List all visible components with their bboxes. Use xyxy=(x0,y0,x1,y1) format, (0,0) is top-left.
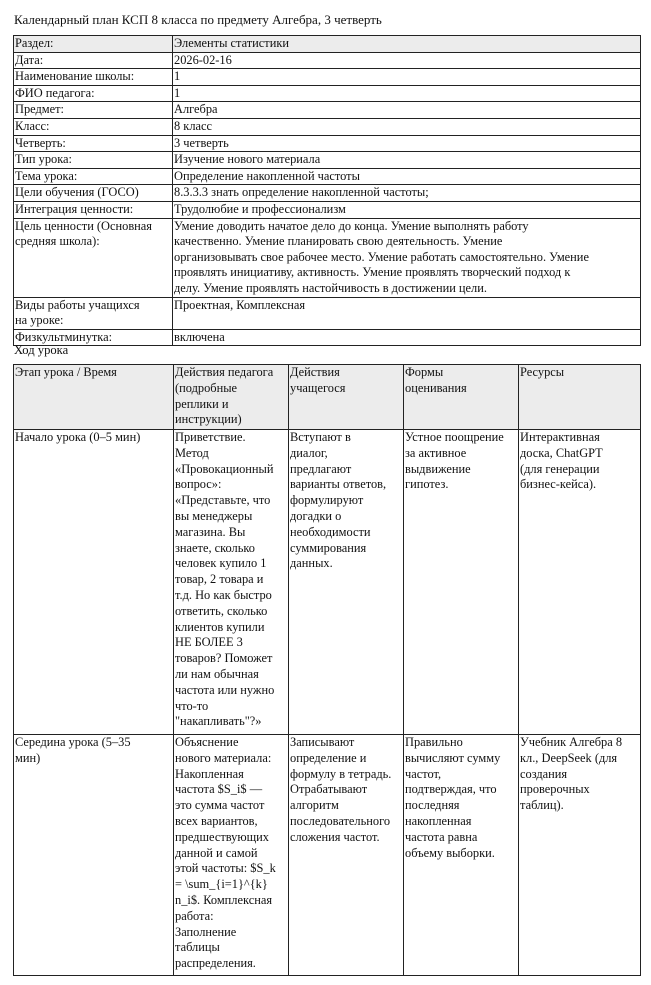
info-label: Класс: xyxy=(14,118,173,135)
info-label: Цель ценности (Основная средняя школа): xyxy=(14,218,173,297)
info-value: Трудолюбие и профессионализм xyxy=(173,201,641,218)
info-label: Физкультминутка: xyxy=(14,329,173,346)
lesson-cell: Устное поощрение за активное выдвижение гипотез. xyxy=(404,430,519,735)
lesson-header-row xyxy=(14,365,641,430)
info-row xyxy=(14,168,641,185)
lesson-info-table xyxy=(13,35,641,346)
info-row xyxy=(14,118,641,135)
lesson-cell: Записывают определение и формулу в тетрадь. Отрабатывают алгоритм последовательного сложения частот. xyxy=(289,735,404,976)
lesson-cell: Учебник Алгебра 8 кл., DeepSeek (для создания проверочных таблиц). xyxy=(519,735,641,976)
info-value: Алгебра xyxy=(173,102,641,119)
info-label: Раздел: xyxy=(14,36,173,53)
info-label: Интеграция ценности: xyxy=(14,201,173,218)
lesson-flow-table xyxy=(13,364,641,976)
info-label: Предмет: xyxy=(14,102,173,119)
info-value: 1 xyxy=(173,69,641,86)
section-heading: Ход урока xyxy=(14,343,69,357)
info-value: 8 класс xyxy=(173,118,641,135)
info-row xyxy=(14,218,641,297)
info-row xyxy=(14,201,641,218)
info-row xyxy=(14,85,641,102)
page-title: Календарный план КСП 8 класса по предмету Алгебра, 3 четверть xyxy=(14,12,382,27)
column-header: Действия учащегося xyxy=(289,365,404,430)
info-row xyxy=(14,329,641,346)
info-row xyxy=(14,69,641,86)
info-label: Наименование школы: xyxy=(14,69,173,86)
info-row xyxy=(14,135,641,152)
info-row xyxy=(14,297,641,329)
info-row xyxy=(14,185,641,202)
lesson-cell: Середина урока (5–35 мин) xyxy=(14,735,174,976)
info-label: Тип урока: xyxy=(14,152,173,169)
lesson-stage-row xyxy=(14,735,641,976)
info-row xyxy=(14,36,641,53)
lesson-cell: Правильно вычисляют сумму частот, подтверждая, что последняя накопленная частота равна объему выборки. xyxy=(404,735,519,976)
info-value: 2026-02-16 xyxy=(173,52,641,69)
column-header: Действия педагога (подробные реплики и инструкции) xyxy=(174,365,289,430)
info-row xyxy=(14,52,641,69)
lesson-cell: Интерактивная доска, ChatGPT (для генерации бизнес-кейса). xyxy=(519,430,641,735)
column-header: Ресурсы xyxy=(519,365,641,430)
info-value: Элементы статистики xyxy=(173,36,641,53)
info-value: Изучение нового материала xyxy=(173,152,641,169)
info-value: включена xyxy=(173,329,641,346)
lesson-cell: Объяснение нового материала: Накопленная частота $S_i$ — это сумма частот всех вариантов, предшествующих данной и самой этой частоты: $S_k = \sum_{i=1}^{k} n_i$. Комплексная работа: Заполнение таблицы распределения. xyxy=(174,735,289,976)
info-value: Умение доводить начатое дело до конца. Умение выполнять работу качественно. Умение планировать свою деятельность. Умение организовывать свое рабочее место. Умение работать самостоятельно. Умение проявлять инициативу, активность. Умение проявлять творческий подход к делу. Умение проявлять настойчивость в достижении цели. xyxy=(173,218,641,297)
info-label: Тема урока: xyxy=(14,168,173,185)
lesson-cell: Вступают в диалог, предлагают варианты ответов, формулируют догадки о необходимости суммирования данных. xyxy=(289,430,404,735)
lesson-stage-row xyxy=(14,430,641,735)
info-row xyxy=(14,152,641,169)
info-label: ФИО педагога: xyxy=(14,85,173,102)
column-header: Формы оценивания xyxy=(404,365,519,430)
info-value: 1 xyxy=(173,85,641,102)
info-value: 3 четверть xyxy=(173,135,641,152)
info-label: Четверть: xyxy=(14,135,173,152)
info-label: Виды работы учащихся на уроке: xyxy=(14,297,173,329)
lesson-cell: Приветствие. Метод «Провокационный вопрос»: «Представьте, что вы менеджеры магазина. Вы знаете, сколько человек купило 1 товар, 2 товара и т.д. Но как быстро ответить, сколько клиентов купили НЕ БОЛЕЕ 3 товаров? Поможет ли нам обычная частота или нужно что-то "накапливать"?» xyxy=(174,430,289,735)
column-header: Этап урока / Время xyxy=(14,365,174,430)
info-value: Определение накопленной частоты xyxy=(173,168,641,185)
info-row xyxy=(14,102,641,119)
info-label: Дата: xyxy=(14,52,173,69)
info-value: Проектная, Комплексная xyxy=(173,297,641,329)
info-label: Цели обучения (ГОСО) xyxy=(14,185,173,202)
info-value: 8.3.3.3 знать определение накопленной частоты; xyxy=(173,185,641,202)
lesson-cell: Начало урока (0–5 мин) xyxy=(14,430,174,735)
